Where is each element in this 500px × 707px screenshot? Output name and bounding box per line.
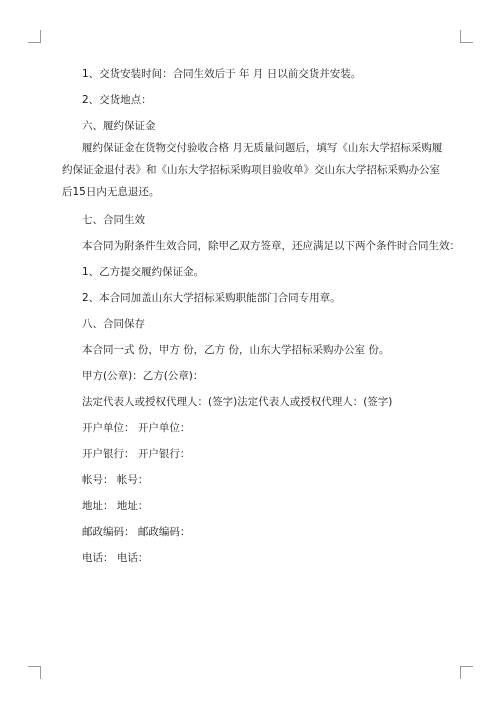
account-number-line: 帐号： 帐号： — [82, 474, 149, 486]
crop-mark-top-left — [28, 30, 41, 43]
crop-mark-bottom-left — [28, 666, 41, 679]
condition-one-line: 1、乙方提交履约保证金。 — [82, 266, 205, 278]
phone-line: 电话： 电话： — [82, 552, 149, 564]
party-seal-line: 甲方(公章)：乙方(公章)： — [82, 370, 204, 382]
delivery-time-line: 1、交货安装时间：合同生效后于 年 月 日以前交货并安装。 — [82, 68, 362, 80]
address-line: 地址： 地址： — [82, 500, 149, 512]
crop-mark-top-right — [460, 30, 473, 43]
contract-effect-paragraph: 本合同为附条件生效合同，除甲乙双方签章，还应满足以下两个条件时合同生效： — [82, 240, 460, 252]
condition-two-line: 2、本合同加盖山东大学招标采购职能部门合同专用章。 — [82, 292, 341, 304]
legal-representative-line: 法定代表人或授权代理人：(签字)法定代表人或授权代理人：(签字) — [82, 396, 393, 408]
contract-copies-paragraph: 本合同一式 份，甲方 份，乙方 份，山东大学招标采购办公室 份。 — [82, 344, 390, 356]
document-body — [62, 66, 460, 566]
section-heading-performance-bond: 六、履约保证金 — [82, 120, 156, 132]
crop-mark-bottom-right — [460, 666, 473, 679]
delivery-location-line: 2、交货地点： — [82, 94, 152, 106]
performance-bond-paragraph: 履约保证金在货物交付验收合格 月无质量问题后，填写《山东大学招标采购履约保证金退付表》和《山东大学招标采购项目验收单》交山东大学招标采购办公室后15日内无息退还。 — [62, 142, 443, 198]
section-heading-contract-effect: 七、合同生效 — [82, 214, 145, 226]
account-unit-line: 开户单位： 开户单位： — [82, 422, 191, 434]
postal-code-line: 邮政编码： 邮政编码： — [82, 526, 191, 538]
bank-line: 开户银行： 开户银行： — [82, 448, 191, 460]
section-heading-contract-copies: 八、合同保存 — [82, 318, 145, 330]
